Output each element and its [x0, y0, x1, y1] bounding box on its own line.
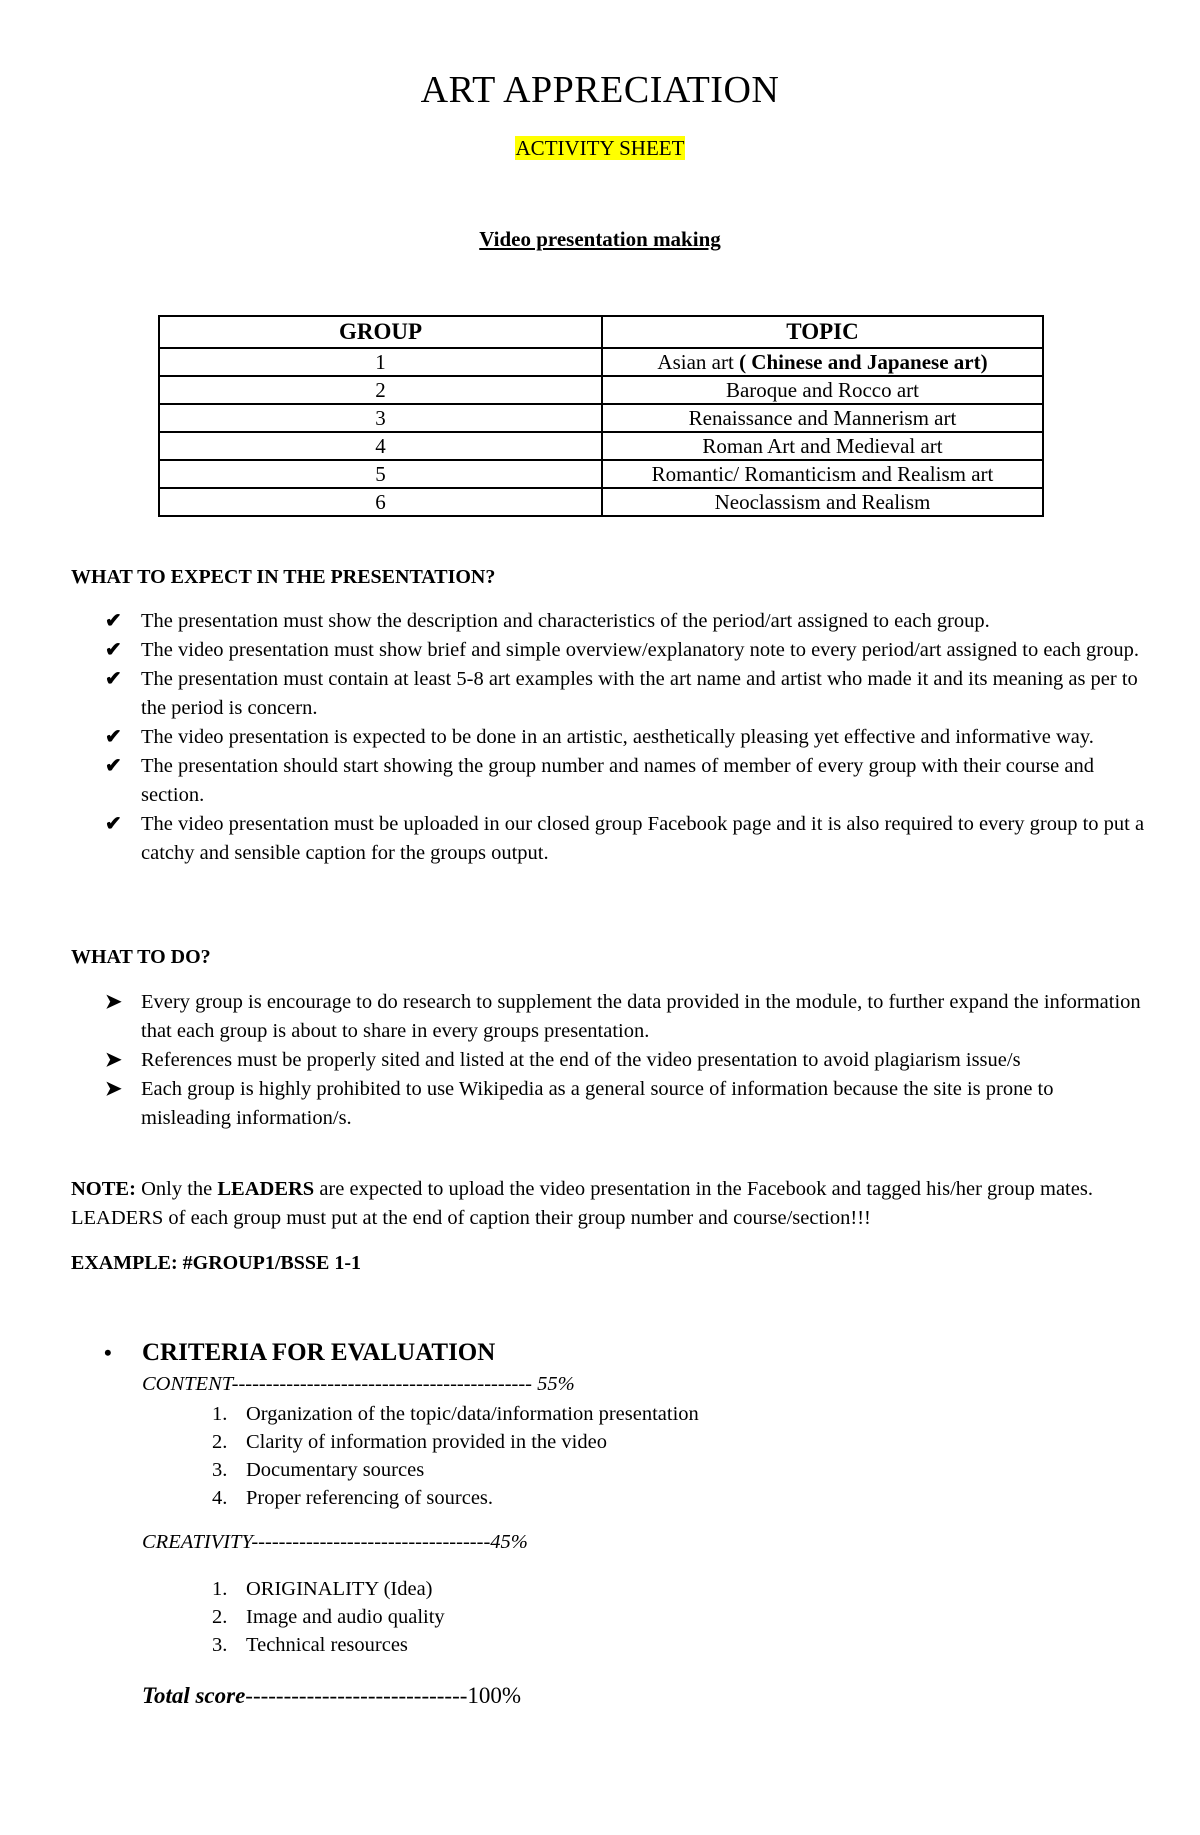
list-item — [105, 1075, 1145, 1133]
topic-bold-text: ( Chinese and Japanese art) — [739, 350, 988, 374]
list-item — [212, 1631, 445, 1659]
group-topic-table — [158, 315, 1044, 517]
item-number: 1. — [212, 1578, 228, 1600]
check-icon: ✔ — [105, 813, 122, 835]
list-item — [105, 723, 1145, 752]
check-icon: ✔ — [105, 755, 122, 777]
list-item — [105, 1046, 1145, 1075]
item-number: 2. — [212, 1431, 228, 1453]
list-item — [105, 752, 1145, 810]
list-item-text: The video presentation must be uploaded in our closed group Facebook page and it is also required to every group to put a catchy and sensible caption for the groups output. — [141, 813, 1145, 864]
item-number: 2. — [212, 1606, 228, 1628]
group-cell: 1 — [159, 348, 602, 376]
list-item — [212, 1400, 699, 1428]
list-item — [105, 988, 1145, 1046]
item-text: Clarity of information provided in the video — [246, 1431, 607, 1453]
item-text: Technical resources — [246, 1634, 408, 1656]
arrow-bullet-icon: ➤ — [105, 1078, 122, 1100]
list-item — [105, 607, 1145, 636]
list-item — [212, 1603, 445, 1631]
check-icon: ✔ — [105, 610, 122, 632]
list-item-text: The video presentation is expected to be done in an artistic, aesthetically pleasing yet effective and informative way. — [141, 726, 1094, 748]
topic-cell: Neoclassism and Realism — [602, 488, 1043, 516]
group-cell: 3 — [159, 404, 602, 432]
note-label: NOTE: — [71, 1178, 136, 1200]
arrow-bullet-icon: ➤ — [105, 991, 122, 1013]
item-text: Image and audio quality — [246, 1606, 445, 1628]
topic-cell — [602, 348, 1043, 376]
list-item-text: The presentation must show the description and characteristics of the period/art assigned to each group. — [141, 610, 990, 632]
item-number: 4. — [212, 1487, 228, 1509]
table-row — [159, 376, 1043, 404]
example-line: EXAMPLE: #GROUP1/BSSE 1-1 — [71, 1252, 362, 1274]
list-item — [212, 1575, 445, 1603]
list-item — [105, 665, 1145, 723]
item-text: Proper referencing of sources. — [246, 1487, 494, 1509]
content-items — [212, 1400, 699, 1512]
group-cell: 5 — [159, 460, 602, 488]
content-criterion: CONTENT-------------------------------------------- 55% — [142, 1373, 575, 1395]
column-header-group: GROUP — [159, 316, 602, 348]
expect-list — [105, 607, 1145, 868]
criteria-heading-text: CRITERIA FOR EVALUATION — [142, 1339, 496, 1366]
topic-text: Asian art — [657, 350, 740, 374]
item-number: 1. — [212, 1403, 228, 1425]
bullet-icon: • — [104, 1340, 112, 1365]
note-paragraph — [71, 1175, 1141, 1233]
total-score-line — [142, 1683, 521, 1709]
list-item-text: Every group is encourage to do research to supplement the data provided in the module, to further expand the information that each group is about to share in every groups presentation. — [141, 991, 1141, 1042]
table-row — [159, 488, 1043, 516]
criteria-heading — [104, 1339, 495, 1367]
item-text: ORIGINALITY (Idea) — [246, 1578, 433, 1600]
arrow-bullet-icon: ➤ — [105, 1049, 122, 1071]
document-title: ART APPRECIATION — [420, 69, 780, 111]
topic-cell: Roman Art and Medieval art — [602, 432, 1043, 460]
creativity-criterion: CREATIVITY-----------------------------------45% — [142, 1531, 528, 1553]
table-header-row — [159, 316, 1043, 348]
todo-heading: WHAT TO DO? — [71, 946, 211, 968]
total-score-label: Total score — [142, 1683, 246, 1708]
group-cell: 6 — [159, 488, 602, 516]
list-item-text: Each group is highly prohibited to use Wikipedia as a general source of information because the site is prone to misleading information/s. — [141, 1078, 1054, 1129]
check-icon: ✔ — [105, 726, 122, 748]
activity-heading: Video presentation making — [479, 227, 721, 251]
expect-heading: WHAT TO EXPECT IN THE PRESENTATION? — [71, 566, 496, 588]
table-row — [159, 432, 1043, 460]
activity-sheet-label: ACTIVITY SHEET — [515, 136, 685, 160]
list-item-text: The presentation should start showing the group number and names of member of every group with their course and section. — [141, 755, 1094, 806]
list-item — [212, 1456, 699, 1484]
table-row — [159, 348, 1043, 376]
item-text: Organization of the topic/data/information presentation — [246, 1403, 699, 1425]
item-text: Documentary sources — [246, 1459, 425, 1481]
check-icon: ✔ — [105, 668, 122, 690]
note-text: Only the — [135, 1178, 218, 1200]
item-number: 3. — [212, 1459, 228, 1481]
check-icon: ✔ — [105, 639, 122, 661]
topic-cell: Renaissance and Mannerism art — [602, 404, 1043, 432]
column-header-topic: TOPIC — [602, 316, 1043, 348]
list-item-text: References must be properly sited and listed at the end of the video presentation to avoid plagiarism issue/s — [141, 1049, 1021, 1071]
group-cell: 2 — [159, 376, 602, 404]
group-cell: 4 — [159, 432, 602, 460]
table-row — [159, 404, 1043, 432]
list-item-text: The video presentation must show brief and simple overview/explanatory note to every period/art assigned to each group. — [141, 639, 1139, 661]
list-item — [105, 636, 1145, 665]
topic-cell: Romantic/ Romanticism and Realism art — [602, 460, 1043, 488]
todo-list — [105, 988, 1145, 1133]
total-score-value: -----------------------------100% — [245, 1683, 522, 1708]
list-item-text: The presentation must contain at least 5-8 art examples with the art name and artist who made it and its meaning as per to the period is concern. — [141, 668, 1138, 719]
topic-cell: Baroque and Rocco art — [602, 376, 1043, 404]
subtitle-wrap — [0, 136, 1200, 161]
note-text: are expected to upload the video presentation in the Facebook and tagged his/her group mates. LEADERS of each group must put at the end of caption their group number and course/section!!! — [71, 1178, 1093, 1229]
list-item — [212, 1428, 699, 1456]
item-number: 3. — [212, 1634, 228, 1656]
list-item — [105, 810, 1145, 868]
list-item — [212, 1484, 699, 1512]
note-leaders: LEADERS — [217, 1178, 315, 1200]
creativity-items — [212, 1575, 445, 1659]
table-row — [159, 460, 1043, 488]
